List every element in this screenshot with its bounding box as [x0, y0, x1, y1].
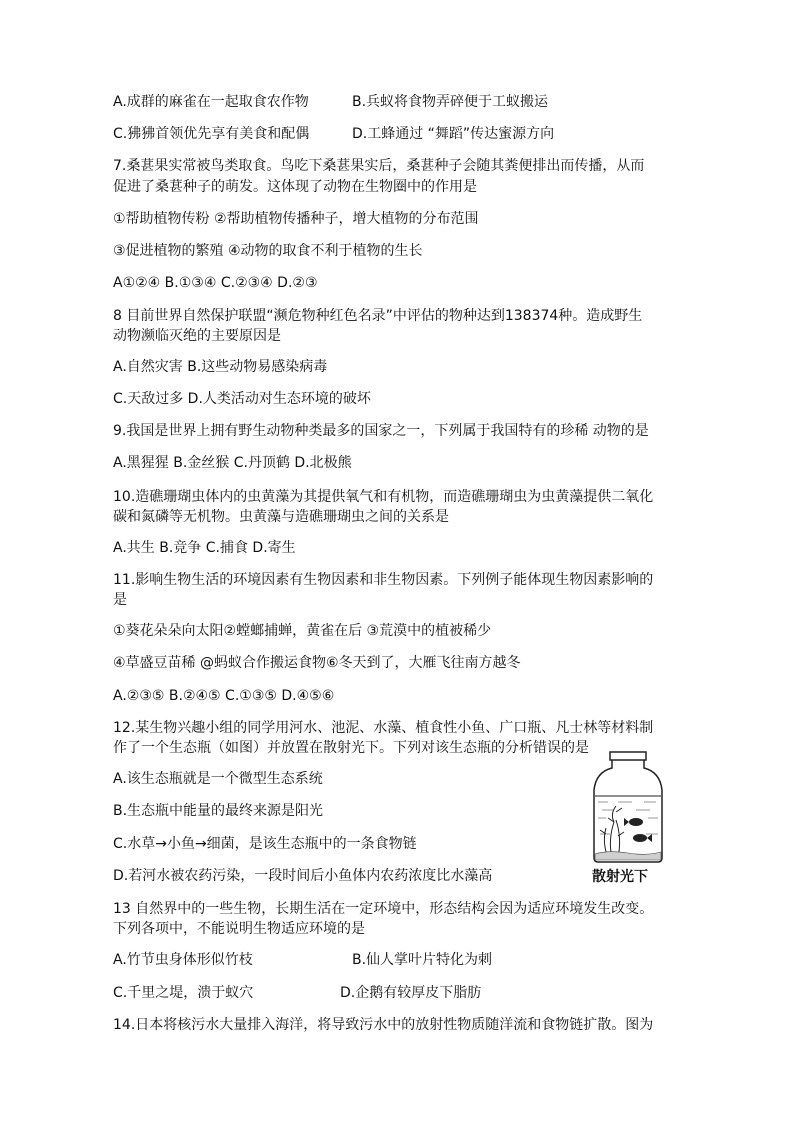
figure-caption: 散射光下: [592, 869, 648, 885]
question-line-q11b: 是: [113, 592, 127, 608]
question-line-q13a: 13 自然界中的一些生物，长期生活在一定环境中，形态结构会因为适应环境发生改变。: [113, 901, 654, 917]
question-line-q8d: C.天敌过多 D.人类活动对生态环境的破坏: [113, 391, 371, 407]
option-q13f: D.企鹅有较厚皮下脂肪: [340, 985, 482, 1001]
question-line-q10c: A.共生 B.竞争 C.捕食 D.寄生: [113, 540, 296, 556]
question-line-q9b: A.黑猩猩 B.金丝猴 C.丹顶鹤 D.北极熊: [113, 455, 352, 471]
question-line-q12d: B.生态瓶中能量的最终来源是阳光: [113, 803, 324, 819]
question-line-q8a: 8 目前世界自然保护联盟“濒危物种红色名录”中评估的物种达到138374种。造成野生: [113, 308, 643, 324]
question-line-q7b: 促进了桑葚种子的萌发。这体现了动物在生物圈中的作用是: [113, 179, 477, 195]
question-line-q14a: 14.日本将核污水大量排入海洋，将导致污水中的放射性物质随洋流和食物链扩散。图为: [113, 1017, 654, 1033]
option-q13e: B.仙人掌叶片特化为刺: [352, 952, 493, 968]
option-q6d: D.工蜂通过 “舞蹈”传达蜜源方向: [352, 126, 555, 142]
question-line-q10a: 10.造礁珊瑚虫体内的虫黄藻为其提供氧气和有机物，而造礁珊瑚虫为虫黄藻提供二氧化: [113, 489, 654, 505]
question-line-q12e: C.水草→小鱼→细菌，是该生态瓶中的一条食物链: [113, 836, 417, 852]
question-line-q11a: 11.影响生物生活的环境因素有生物因素和非生物因素。下列例子能体现生物因素影响的: [113, 572, 654, 588]
question-line-q12a: 12.某生物兴趣小组的同学用河水、池泥、水藻、植食性小鱼、广口瓶、凡士林等材料制: [113, 720, 654, 736]
question-line-q13d: C.千里之堤，溃于蚁穴: [113, 985, 254, 1001]
question-line-q13b: 下列各项中，不能说明生物适应环境的是: [113, 921, 365, 937]
question-line-q10b: 碳和氮磷等无机物。虫黄藻与造礁珊瑚虫之间的关系是: [113, 509, 449, 525]
question-line-q7c: ①帮助植物传粉 ②帮助植物传播种子，增大植物的分布范围: [113, 211, 479, 227]
question-line-q12c: A.该生态瓶就是一个微型生态系统: [113, 771, 323, 787]
question-line-q11c: ①葵花朵朵向太阳②螳螂捕蝉，黄雀在后 ③荒漠中的植被稀少: [113, 623, 492, 639]
question-line-q12b: 作了一个生态瓶（如图）并放置在散射光下。下列对该生态瓶的分析错误的是: [113, 740, 589, 756]
question-line-q7e: A①②④ B.①③④ C.②③④ D.②③: [113, 275, 318, 291]
question-line-q13c: A.竹节虫身体形似竹枝: [113, 952, 253, 968]
question-line-q7a: 7.桑葚果实常被鸟类取食。鸟吃下桑葚果实后，桑葚种子会随其粪便排出而传播，从而: [113, 158, 645, 174]
question-line-q8b: 动物濒临灭绝的主要原因是: [113, 328, 281, 344]
question-line-q8c: A.自然灾害 B.这些动物易感染病毒: [113, 359, 328, 375]
ecobottle-drawing: [588, 750, 668, 865]
question-line-q7d: ③促进植物的繁殖 ④动物的取食不利于植物的生长: [113, 243, 423, 259]
question-line-q12f: D.若河水被农药污染，一段时间后小鱼体内农药浓度比水藻高: [113, 868, 493, 884]
question-line-q9a: 9.我国是世界上拥有野生动物种类最多的国家之一，下列属于我国特有的珍稀 动物的是: [113, 423, 649, 439]
option-q6b: B.兵蚁将食物弄碎便于工蚁搬运: [352, 94, 549, 110]
question-line-q6c: C.狒狒首领优先享有美食和配偶: [113, 126, 310, 142]
question-line-q11d: ④草盛豆苗稀 @蚂蚁合作搬运食物⑥冬天到了，大雁飞往南方越冬: [113, 655, 521, 671]
question-line-q11e: A.②③⑤ B.②④⑤ C.①③⑤ D.④⑤⑥: [113, 688, 335, 704]
question-line-q6a: A.成群的麻雀在一起取食农作物: [113, 94, 309, 110]
